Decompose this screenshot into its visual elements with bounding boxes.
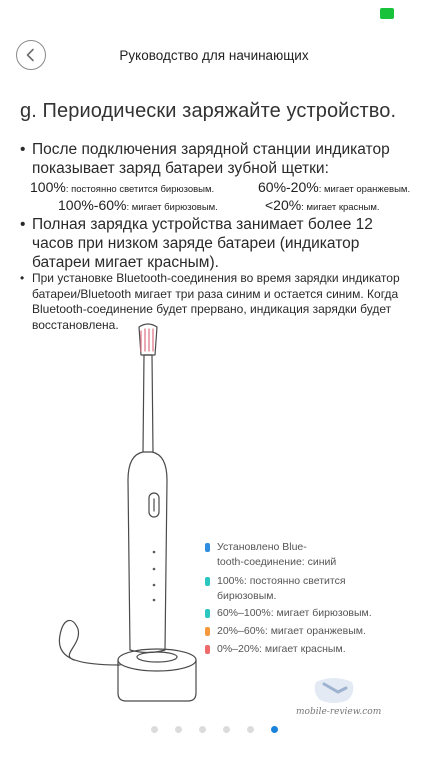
legend-item-100	[205, 574, 405, 603]
bullet-text: При установке Bluetooth-соединения во время зарядки индикатор батареи/Bluetooth мигает три раза синим и остается синим. Когда Bluetooth-соединение будет прервано, индикация зарядки будет восстановлена.	[32, 271, 400, 332]
page-dot[interactable]	[223, 726, 230, 733]
page-indicator	[0, 726, 428, 736]
charge-state-pct: 60%-20%	[258, 179, 319, 195]
page-dot[interactable]	[175, 726, 182, 733]
battery-icon	[380, 8, 394, 19]
page-dot[interactable]	[199, 726, 206, 733]
bullet-text: После подключения зарядной станции индикатор показывает заряд батареи зубной щетки:	[32, 141, 390, 177]
bullet-full-charge-time	[20, 215, 412, 272]
legend-item-0-20	[205, 642, 405, 657]
charge-state-pct: 100%	[30, 179, 66, 195]
charge-state-desc: : мигает бирюзовым.	[126, 202, 218, 213]
legend-text: 100%: постоянно светится бирюзовым.	[217, 575, 346, 602]
page-dot-active[interactable]	[271, 726, 278, 733]
page-dot[interactable]	[151, 726, 158, 733]
bullet-mark: •	[20, 271, 25, 285]
legend-color-mark	[205, 627, 210, 636]
charge-state-desc: : мигает красным.	[301, 202, 380, 213]
legend-color-mark	[205, 543, 210, 552]
bullet-mark: •	[20, 141, 26, 158]
section-heading: g. Периодически заряжайте устройство.	[20, 100, 397, 122]
legend-item-bluetooth	[205, 540, 405, 569]
charge-state-desc: : мигает оранжевым.	[318, 184, 411, 195]
legend-item-20-60	[205, 624, 405, 639]
legend-text: Установлено Blue- tooth-соединение: синий	[217, 541, 337, 568]
charge-state-below-20	[265, 197, 380, 213]
legend-text: 20%–60%: мигает оранжевым.	[217, 625, 366, 637]
charge-state-100-60	[58, 197, 218, 213]
charge-state-pct: 100%-60%	[58, 197, 127, 213]
watermark-text: mobile-review.com	[296, 707, 382, 717]
page-dot[interactable]	[247, 726, 254, 733]
page-title: Руководство для начинающих	[119, 48, 309, 63]
charge-state-pct: <20%	[265, 197, 302, 213]
legend-item-60-100	[205, 606, 405, 621]
charge-state-100	[30, 179, 214, 195]
status-bar	[0, 0, 428, 28]
legend-color-mark	[205, 645, 210, 654]
charge-state-60-20	[258, 179, 410, 195]
bullet-charging-indicator	[20, 140, 412, 178]
header	[0, 36, 428, 76]
bullet-mark: •	[20, 216, 26, 233]
legend-text: 0%–20%: мигает красным.	[217, 643, 346, 655]
charge-state-desc: : постоянно светится бирюзовым.	[65, 184, 215, 195]
bullet-text: Полная зарядка устройства занимает более 12 часов при низком заряде батареи (индикатор батареи мигает красным).	[32, 216, 373, 271]
legend-color-mark	[205, 609, 210, 618]
legend-text: 60%–100%: мигает бирюзовым.	[217, 607, 372, 619]
legend-color-mark	[205, 577, 210, 586]
